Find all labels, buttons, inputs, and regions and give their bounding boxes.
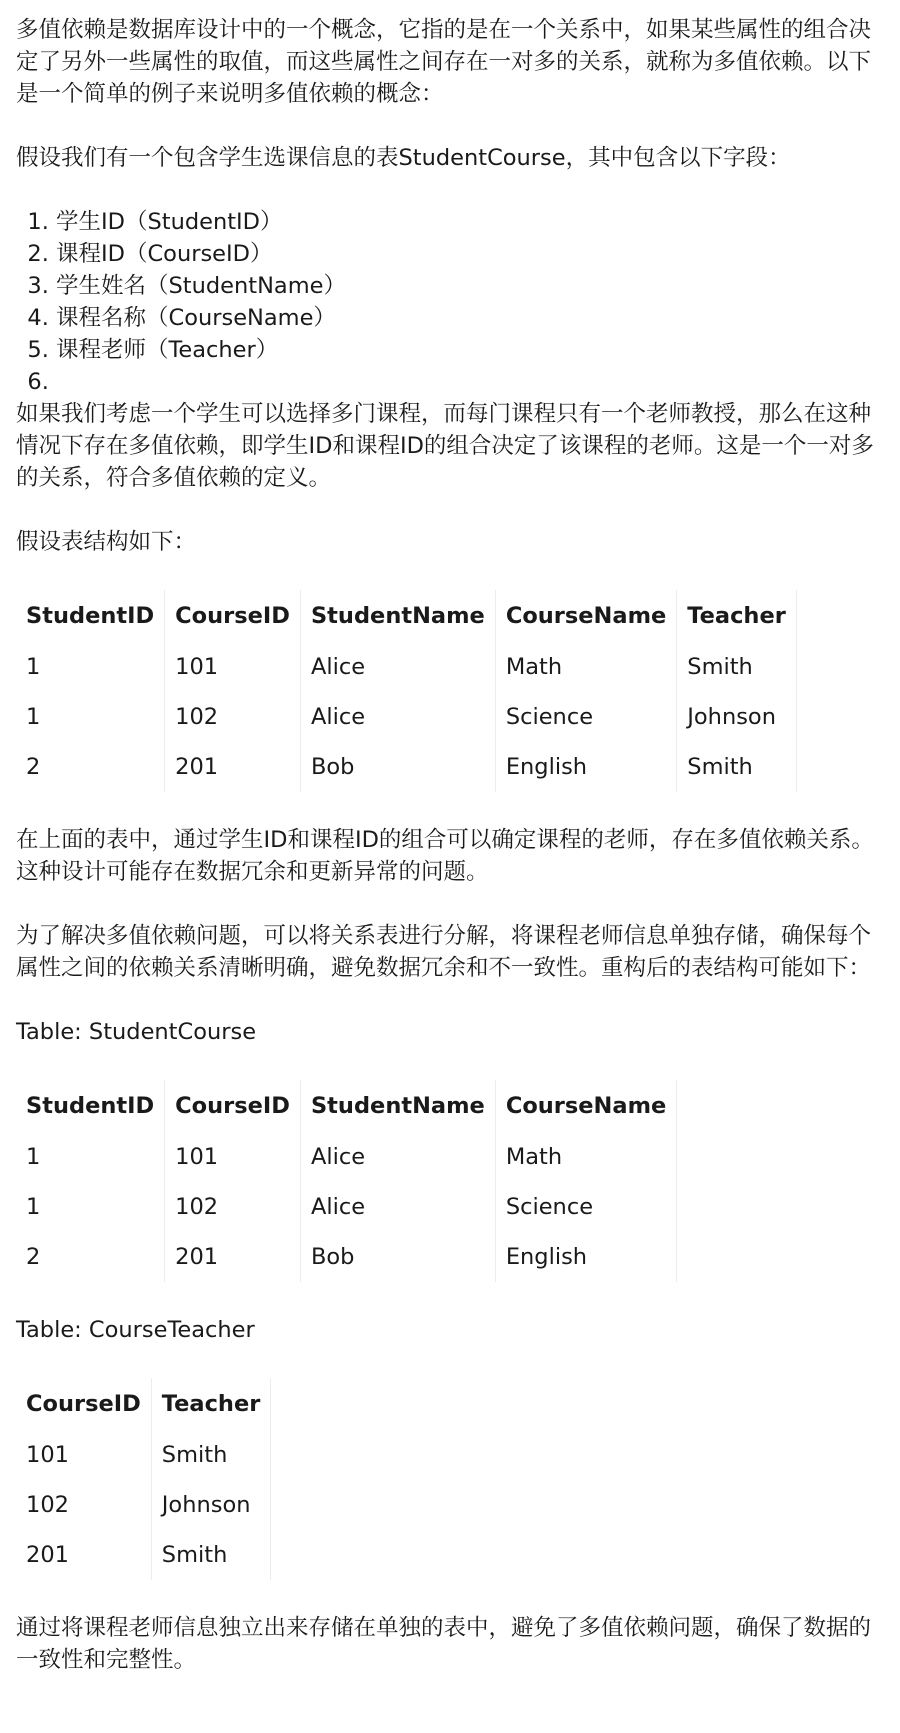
table-cell: 1 xyxy=(16,642,165,692)
consider-paragraph: 如果我们考虑一个学生可以选择多门课程，而每门课程只有一个老师教授，那么在这种情况下存在多值依赖，即学生ID和课程ID的组合决定了该课程的老师。这是一个一对多的关系，符合多值依赖的定义。 xyxy=(16,401,874,491)
structure-intro-paragraph: 假设表结构如下： xyxy=(16,529,197,555)
table-cell: Alice xyxy=(300,1132,495,1182)
table-header-row xyxy=(16,590,796,642)
column-header: CourseName xyxy=(495,590,676,642)
table-cell: 201 xyxy=(165,1232,301,1282)
field-item: 4. 课程名称（CourseName） xyxy=(56,302,884,334)
table-row xyxy=(16,1430,271,1480)
table-cell: Smith xyxy=(677,742,797,792)
table-cell: Bob xyxy=(300,1232,495,1282)
table-cell: 2 xyxy=(16,742,165,792)
table-row xyxy=(16,1530,271,1580)
column-header: CourseID xyxy=(165,590,301,642)
table-row xyxy=(16,1182,677,1232)
column-header: StudentID xyxy=(16,1080,165,1132)
table-cell: 101 xyxy=(16,1430,151,1480)
column-header: Teacher xyxy=(151,1378,271,1430)
column-header: Teacher xyxy=(677,590,797,642)
table-cell: 1 xyxy=(16,692,165,742)
analysis-paragraph: 在上面的表中，通过学生ID和课程ID的组合可以确定课程的老师，存在多值依赖关系。这种设计可能存在数据冗余和更新异常的问题。 xyxy=(16,827,874,885)
table-cell: 1 xyxy=(16,1182,165,1232)
field-item: 1. 学生ID（StudentID） xyxy=(56,206,884,238)
table-student-course-original xyxy=(16,590,797,792)
assume-table-paragraph: 假设我们有一个包含学生选课信息的表StudentCourse，其中包含以下字段： xyxy=(16,145,791,171)
column-header: CourseID xyxy=(16,1378,151,1430)
table-cell: 201 xyxy=(16,1530,151,1580)
table-cell: 2 xyxy=(16,1232,165,1282)
table-row xyxy=(16,742,796,792)
table-cell: 102 xyxy=(165,1182,301,1232)
column-header: CourseName xyxy=(495,1080,676,1132)
table-cell: 102 xyxy=(165,692,301,742)
table-cell: Math xyxy=(495,1132,676,1182)
table-row xyxy=(16,1132,677,1182)
table-cell: Science xyxy=(495,692,676,742)
column-header: StudentName xyxy=(300,1080,495,1132)
field-item: 3. 学生姓名（StudentName） xyxy=(56,270,884,302)
table-student-course xyxy=(16,1080,677,1282)
table-cell: Bob xyxy=(300,742,495,792)
table-course-teacher xyxy=(16,1378,271,1580)
table-cell: Alice xyxy=(300,1182,495,1232)
field-item xyxy=(56,366,884,398)
table-cell: 102 xyxy=(16,1480,151,1530)
column-header: CourseID xyxy=(165,1080,301,1132)
conclusion-paragraph: 通过将课程老师信息独立出来存储在单独的表中，避免了多值依赖问题，确保了数据的一致性和完整性。 xyxy=(16,1615,872,1673)
table-cell: Johnson xyxy=(677,692,797,742)
table-cell: English xyxy=(495,1232,676,1282)
column-header: StudentName xyxy=(300,590,495,642)
table-cell: English xyxy=(495,742,676,792)
table-cell: Alice xyxy=(300,692,495,742)
field-item: 2. 课程ID（CourseID） xyxy=(56,238,884,270)
table-cell: Smith xyxy=(677,642,797,692)
table-header-row xyxy=(16,1378,271,1430)
solution-paragraph: 为了解决多值依赖问题，可以将关系表进行分解，将课程老师信息单独存储，确保每个属性之间的依赖关系清晰明确，避免数据冗余和不一致性。重构后的表结构可能如下： xyxy=(16,923,872,981)
table-row xyxy=(16,642,796,692)
table-cell: 1 xyxy=(16,1132,165,1182)
table-cell: Smith xyxy=(151,1430,271,1480)
table-caption: Table: StudentCourse xyxy=(16,1019,257,1045)
field-item: 5. 课程老师（Teacher） xyxy=(56,334,884,366)
table-caption: Table: CourseTeacher xyxy=(16,1317,255,1343)
table-row xyxy=(16,692,796,742)
field-list xyxy=(16,206,884,398)
table-cell: Smith xyxy=(151,1530,271,1580)
table-cell: Science xyxy=(495,1182,676,1232)
column-header: StudentID xyxy=(16,590,165,642)
table-header-row xyxy=(16,1080,677,1132)
intro-paragraph: 多值依赖是数据库设计中的一个概念，它指的是在一个关系中，如果某些属性的组合决定了另外一些属性的取值，而这些属性之间存在一对多的关系，就称为多值依赖。以下是一个简单的例子来说明多值依赖的概念： xyxy=(16,17,872,107)
table-row xyxy=(16,1232,677,1282)
table-cell: 101 xyxy=(165,1132,301,1182)
table-cell: Johnson xyxy=(151,1480,271,1530)
table-cell: 201 xyxy=(165,742,301,792)
table-cell: Math xyxy=(495,642,676,692)
table-cell: Alice xyxy=(300,642,495,692)
table-row xyxy=(16,1480,271,1530)
table-cell: 101 xyxy=(165,642,301,692)
